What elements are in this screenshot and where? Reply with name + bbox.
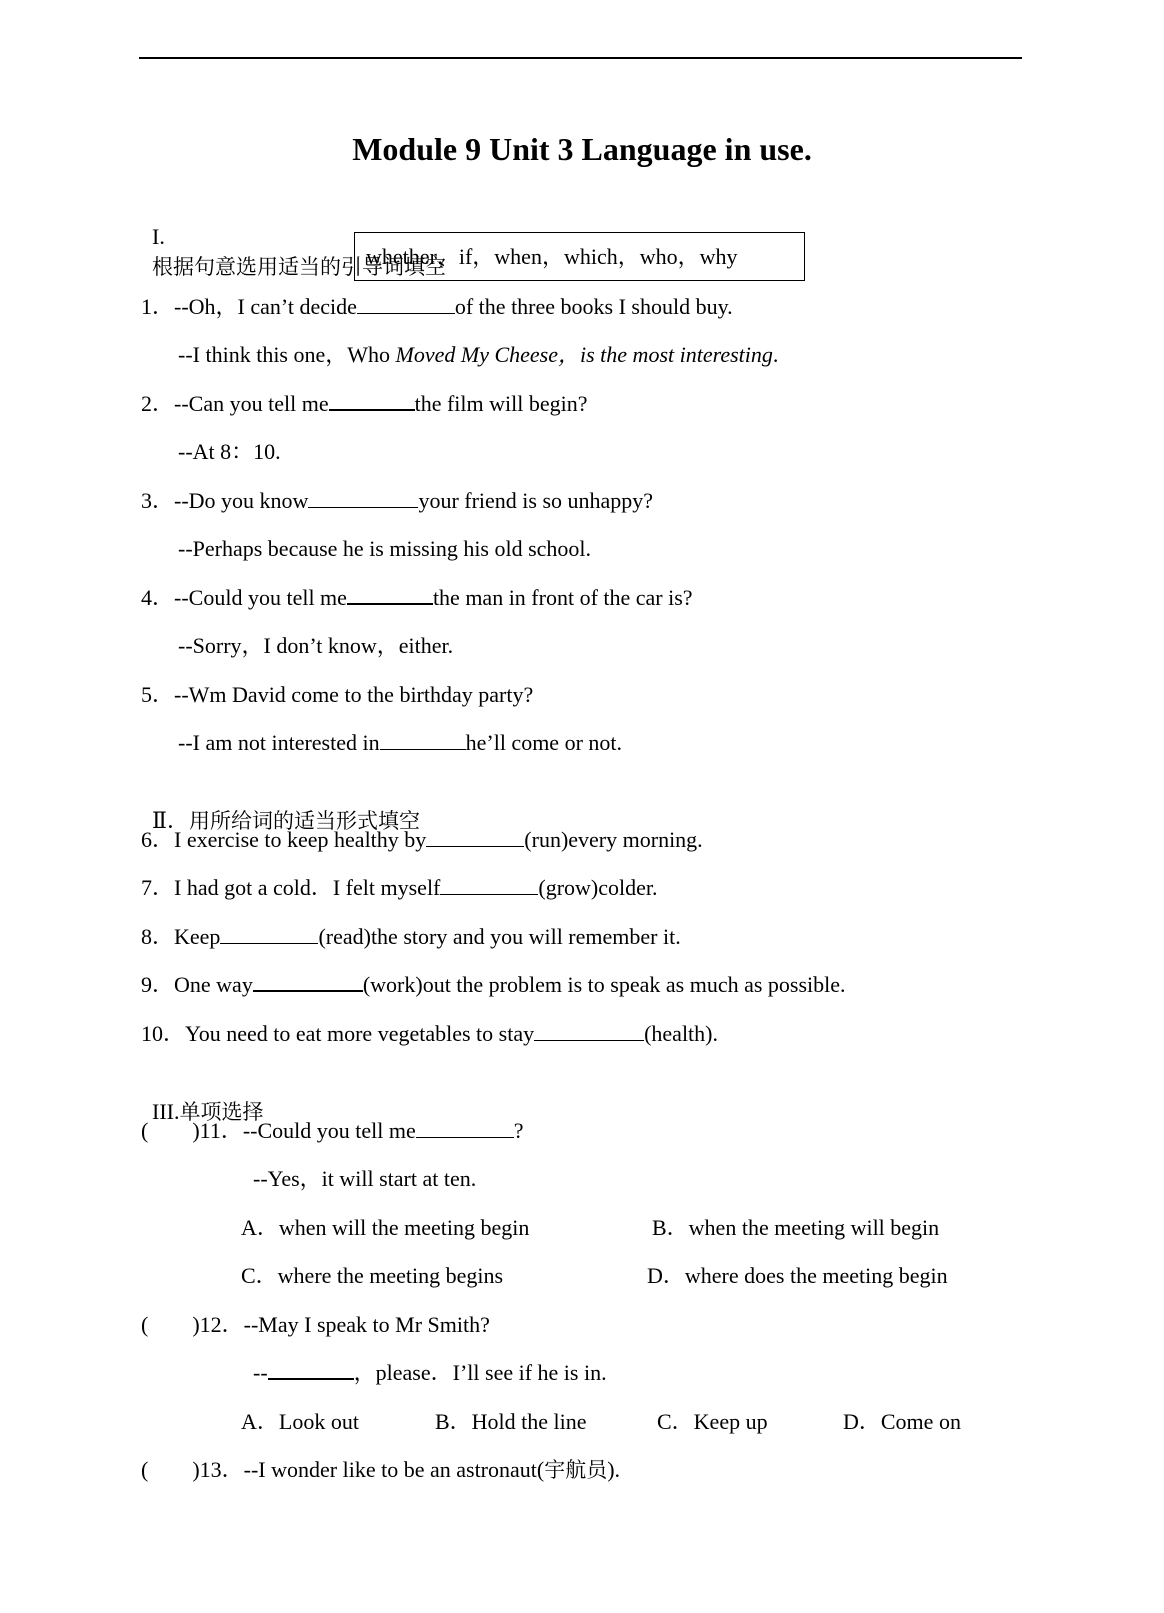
option-a: A．Look out	[241, 1409, 359, 1434]
question-12-response	[253, 1358, 607, 1388]
question-13	[141, 1455, 620, 1485]
option-d: D．Come on	[843, 1409, 961, 1434]
question-text: --I wonder like to be an astronaut(	[243, 1457, 545, 1482]
answer-blank[interactable]	[347, 585, 433, 605]
answer-bracket[interactable]: ( )11．	[141, 1118, 243, 1143]
question-text: I had got a cold．I felt myself	[174, 875, 441, 900]
option-a: A．when will the meeting begin	[241, 1215, 530, 1240]
answer-blank[interactable]	[380, 731, 466, 750]
question-1-response	[178, 340, 778, 370]
question-5	[141, 680, 533, 710]
question-text: --May I speak to Mr Smith?	[243, 1312, 490, 1337]
answer-bracket[interactable]: ( )12．	[141, 1312, 244, 1337]
header-rule	[139, 57, 1022, 59]
question-number: 10．	[141, 1021, 186, 1046]
option-b: B．when the meeting will begin	[652, 1215, 940, 1240]
question-text: --Could you tell me	[242, 1118, 416, 1143]
question-text: the man in front of the car is?	[432, 585, 693, 610]
question-text: the film will begin?	[414, 391, 588, 416]
question-text: ).	[607, 1457, 621, 1482]
section-1-label: I.	[152, 224, 165, 249]
question-9	[141, 970, 846, 1000]
section-2-title: 用所给词的适当形式填空	[188, 809, 420, 833]
question-text: You need to eat more vegetables to stay	[185, 1021, 535, 1046]
answer-blank[interactable]	[534, 1022, 644, 1041]
question-6	[141, 825, 703, 855]
question-text: Keep	[174, 924, 221, 949]
question-12	[141, 1310, 490, 1340]
option-b: B．Hold the line	[435, 1409, 587, 1434]
answer-blank[interactable]	[268, 1360, 354, 1380]
question-text: --Could you tell me	[174, 585, 347, 610]
question-text: your friend is so unhappy?	[418, 488, 654, 513]
answer-blank[interactable]	[308, 489, 418, 508]
question-text: One way	[174, 972, 253, 997]
question-8	[141, 922, 681, 952]
answer-blank[interactable]	[329, 391, 415, 411]
question-text: --Can you tell me	[174, 391, 329, 416]
question-text: of the three books I should buy.	[454, 294, 733, 319]
option-d: D．where does the meeting begin	[647, 1263, 948, 1288]
question-text: (grow)colder.	[538, 875, 658, 900]
section-3-title: 单项选择	[179, 1100, 264, 1124]
question-3-response: --Perhaps because he is missing his old school.	[178, 536, 592, 561]
answer-blank[interactable]	[440, 876, 538, 895]
question-text: --Wm David come to the birthday party?	[174, 682, 534, 707]
page-title: Module 9 Unit 3 Language in use.	[352, 131, 812, 167]
question-number: 7．	[141, 875, 175, 900]
question-text: (read)the story and you will remember it.	[318, 924, 681, 949]
question-text: (health).	[644, 1021, 718, 1046]
answer-blank[interactable]	[426, 828, 524, 847]
question-3	[141, 486, 653, 516]
section-3-label: III.	[152, 1099, 180, 1124]
question-text: (work)out the problem is to speak as much as possible.	[362, 972, 846, 997]
question-text: --Do you know	[174, 488, 309, 513]
response-text: --	[253, 1360, 268, 1385]
answer-blank[interactable]	[416, 1119, 514, 1138]
response-text: .	[772, 342, 779, 367]
question-number: 2．	[141, 391, 175, 416]
question-2-response: --At 8：10.	[178, 439, 281, 464]
question-number: 3．	[141, 488, 175, 513]
response-text: he’ll come or not.	[465, 730, 623, 755]
question-text: (run)every morning.	[524, 827, 703, 852]
question-4-response: --Sorry，I don’t know，either.	[178, 633, 454, 658]
question-1	[141, 292, 733, 322]
question-number: 6．	[141, 827, 175, 852]
answer-blank[interactable]	[253, 972, 363, 992]
question-text: ?	[513, 1118, 524, 1143]
chinese-gloss: 宇航员	[544, 1458, 608, 1482]
question-7	[141, 873, 658, 903]
question-2	[141, 389, 588, 419]
question-text: --Oh，I can’t decide	[174, 294, 357, 319]
answer-blank[interactable]	[220, 925, 318, 944]
response-text: --I am not interested in	[178, 730, 380, 755]
answer-bracket[interactable]: ( )13．	[141, 1457, 244, 1482]
question-number: 9．	[141, 972, 175, 997]
option-c: C．Keep up	[657, 1409, 768, 1434]
question-number: 1．	[141, 294, 175, 319]
question-number: 4．	[141, 585, 175, 610]
question-4	[141, 583, 693, 613]
section-1-title: 根据句意选用适当的引导词填空	[152, 255, 446, 279]
question-number: 8．	[141, 924, 175, 949]
question-11	[141, 1116, 524, 1146]
response-text: --I think this one，Who	[178, 342, 396, 367]
question-number: 5．	[141, 682, 175, 707]
word-bank-box: whether，if，when，which，who，why	[354, 232, 805, 281]
question-10	[141, 1019, 718, 1049]
option-c: C．where the meeting begins	[241, 1263, 504, 1288]
question-5-response	[178, 728, 622, 758]
section-2-label: Ⅱ．	[152, 808, 189, 833]
response-text: ，please．I’ll see if he is in.	[353, 1360, 607, 1385]
question-text: I exercise to keep healthy by	[174, 827, 427, 852]
question-11-response: --Yes，it will start at ten.	[253, 1166, 477, 1191]
book-title: Moved My Cheese，is the most interesting	[395, 342, 773, 367]
answer-blank[interactable]	[357, 295, 455, 314]
